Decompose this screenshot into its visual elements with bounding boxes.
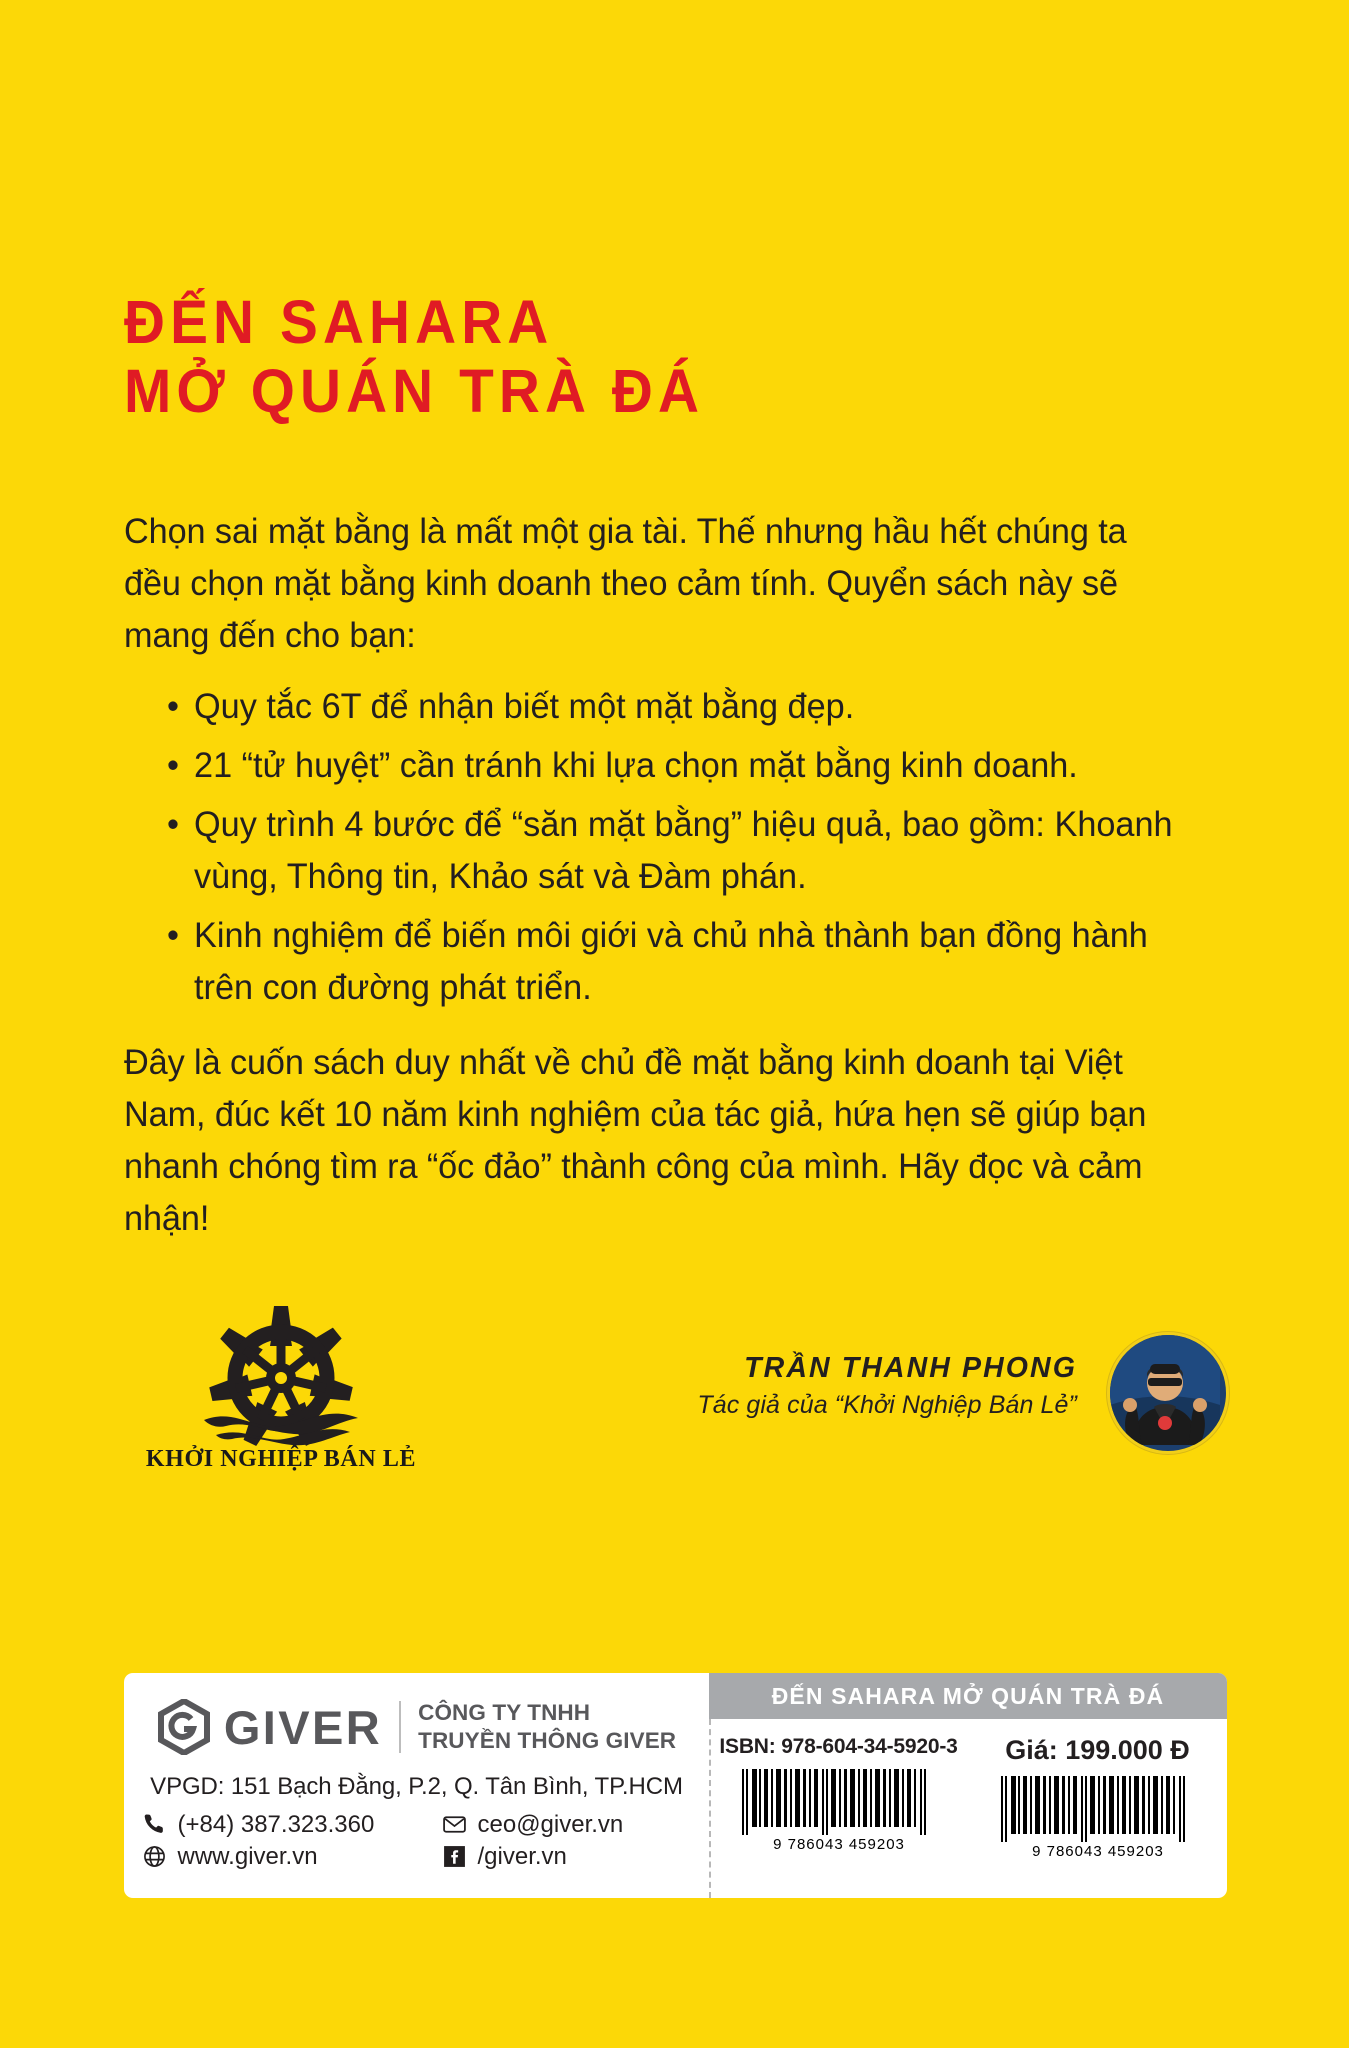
author-name: TRẦN THANH PHONG [744,1352,1077,1384]
publisher-info [124,1673,709,1898]
blurb-body [124,505,1229,1251]
brand-logo [136,1300,426,1473]
page-title [124,288,1224,426]
giver-wordmark: GIVER [223,1700,383,1754]
author-role: Tác giả của “Khởi Nghiệp Bán Lẻ” [697,1391,1077,1419]
phone-row [142,1811,442,1839]
svg-text:9 786043 459203: 9 786043 459203 [1031,1843,1164,1860]
title-line-1: ĐẾN SAHARA [124,288,554,356]
ship-wheel-icon [136,1300,426,1450]
contact-grid [124,1811,709,1871]
author-block [697,1352,1077,1420]
phone-icon [142,1812,167,1837]
email-row [442,1811,692,1839]
bullet-dot-icon: • [167,744,180,785]
isbn-label: ISBN: 978-604-34-5920-3 [719,1735,958,1758]
list-item [167,680,1192,732]
barcode-icon [719,1767,958,1858]
website-url: www.giver.vn [177,1842,318,1870]
spine-title: ĐẾN SAHARA MỞ QUÁN TRÀ ĐÁ [709,1673,1227,1719]
publisher-logo-row [124,1699,709,1756]
credit-row [124,1300,1229,1520]
email-address: ceo@giver.vn [477,1810,624,1838]
svg-text:9 786043 459203: 9 786043 459203 [772,1836,905,1853]
company-line-2: TRUYỀN THÔNG GIVER [418,1728,677,1754]
publisher-address: VPGD: 151 Bạch Đằng, P.2, Q. Tân Bình, TP.HCM [150,1772,683,1800]
feature-list [124,680,1229,1014]
price-label: Giá: 199.000 Đ [1005,1735,1190,1765]
brand-caption: KHỞI NGHIỆP BÁN LẺ [145,1446,417,1472]
footer-panel [124,1673,1227,1898]
title-line-2: MỞ QUÁN TRÀ ĐÁ [124,356,705,425]
list-item [167,798,1192,902]
perforation-divider [709,1719,711,1898]
intro-paragraph: Chọn sai mặt bằng là mất một gia tài. Thế nhưng hầu hết chúng ta đều chọn mặt bằng kinh doanh theo cảm tính. Quyển sách này sẽ mang đến cho bạn: [124,511,1127,656]
list-item-text: Quy trình 4 bước để “săn mặt bằng” hiệu quả, bao gồm: Khoanh vùng, Thông tin, Khảo sát và Đàm phán. [194,803,1173,897]
list-item-text: 21 “tử huyệt” cần tránh khi lựa chọn mặt bằng kinh doanh. [194,744,1078,785]
website-row [142,1843,442,1871]
list-item-text: Quy tắc 6T để nhận biết một mặt bằng đẹp. [194,685,855,726]
barcode-area [709,1719,1227,1898]
bullet-dot-icon: • [167,803,180,844]
barcode-icon [978,1774,1217,1865]
avatar [1107,1332,1229,1454]
logo-divider [399,1701,401,1753]
bullet-dot-icon: • [167,915,180,956]
price-column [968,1735,1227,1865]
list-item [167,909,1192,1013]
list-item-text: Kinh nghiệm để biến môi giới và chủ nhà thành bạn đồng hành trên con đường phát triển. [194,915,1148,1008]
facebook-handle: /giver.vn [477,1842,567,1870]
list-item [167,739,1192,791]
isbn-column [709,1735,968,1858]
bullet-dot-icon: • [167,685,180,726]
closing-paragraph: Đây là cuốn sách duy nhất về chủ đề mặt bằng kinh doanh tại Việt Nam, đúc kết 10 năm kinh nghiệm của tác giả, hứa hẹn sẽ giúp bạn nhanh chóng tìm ra “ốc đảo” thành công của mình. Hãy đọc và cảm nhận! [124,1041,1147,1239]
giver-hexagon-logo-icon [157,1699,211,1755]
facebook-row [442,1843,692,1871]
company-name [418,1699,676,1756]
facebook-icon [442,1844,467,1869]
envelope-icon [442,1812,467,1837]
company-line-1: CÔNG TY TNHH [418,1700,591,1725]
globe-icon [142,1844,167,1869]
isbn-panel [709,1673,1227,1898]
phone-number: (+84) 387.323.360 [177,1810,375,1838]
